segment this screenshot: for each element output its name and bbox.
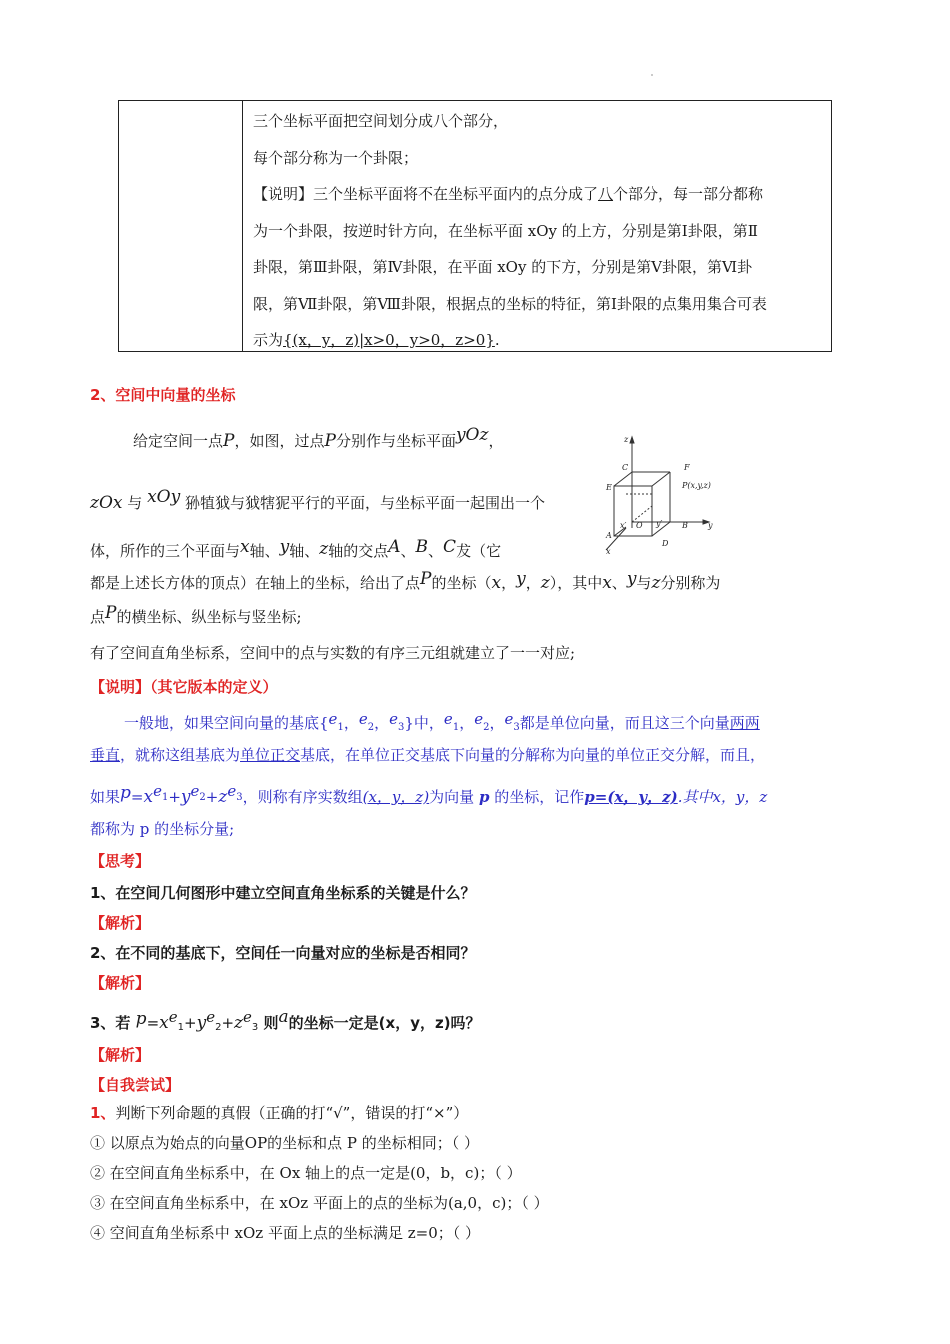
section2-line-1: 给定空间一点P，如图，过点P分别作与坐标平面yOz，	[133, 425, 504, 451]
fig-label-A: A	[606, 531, 612, 540]
think-question-1: 1、在空间几何图形中建立空间直角坐标系的关键是什么？	[90, 884, 476, 902]
fig-label-P: P(x,y,z)	[682, 481, 711, 490]
note2-line-4: 都称为 p 的坐标分量;	[90, 820, 235, 838]
note2-line-1: 一般地，如果空间向量的基底{$e_1$，$e_2$，$e_3$}中，$e_1$，$e_2$，$e_3$都是单位向量，而且这三个向量两两	[124, 710, 760, 733]
try-item-3: ③ 在空间直角坐标系中，在 xOz 平面上的点的坐标为(a,0，c)；（ ）	[90, 1194, 549, 1212]
section2-line-4: 都是上述长方体的顶点）在轴上的坐标，给出了点P的坐标（x，y，z），其中x、y与z分别称为	[90, 569, 721, 593]
section2-line-5: 点P的横坐标、纵坐标与竖坐标;	[90, 603, 302, 626]
table-note-line-5: 示为{(x，y，z)|x>0，y>0，z>0}.	[253, 331, 500, 349]
think-question-2: 2、在不同的基底下，空间任一向量对应的坐标是否相同？	[90, 944, 476, 962]
section2-line-2: zOx 与 xOy 狲犆狘与狘犗狔平行的平面，与坐标平面一起围出一个	[90, 487, 545, 513]
think-answer-2: 【解析】	[90, 974, 151, 992]
think-question-3: 3、若 $p=xe_1+ye_2+ze_3$ 则a的坐标一定是(x，y，z)吗？	[90, 1007, 481, 1033]
try-item-1: ① 以原点为始点的向量OP的坐标和点 P 的坐标相同；（ ）	[90, 1134, 480, 1152]
table-note-line-3: 卦限，第Ⅲ卦限，第Ⅳ卦限，在平面 xOy 的下方，分别是第Ⅴ卦限，第Ⅵ卦	[253, 258, 753, 276]
fig-label-x: x	[606, 547, 611, 556]
cuboid-lines	[606, 437, 709, 550]
think-heading: 【思考】	[90, 852, 151, 870]
table-divider	[242, 101, 243, 351]
fig-label-y-prime: y′	[656, 519, 663, 528]
try-heading: 【自我尝试】	[90, 1076, 181, 1094]
page-speck	[651, 74, 653, 76]
table-note-line-4: 限，第Ⅶ卦限，第Ⅷ卦限，根据点的坐标的特征，第Ⅰ卦限的点集用集合可表	[253, 294, 767, 313]
cuboid-figure	[598, 432, 730, 556]
fig-label-D: D	[662, 539, 669, 548]
fig-label-F: F	[684, 463, 690, 472]
try-item-4: ④ 空间直角坐标系中 xOz 平面上点的坐标满足 z=0；（ ）	[90, 1224, 481, 1242]
octant-table	[118, 100, 832, 352]
table-line-1: 三个坐标平面把空间划分成八个部分，	[253, 112, 509, 130]
think-answer-1: 【解析】	[90, 914, 151, 932]
table-line-2: 每个部分称为一个卦限；	[253, 148, 419, 167]
section-heading: 2、空间中向量的坐标	[90, 386, 236, 404]
try-intro: 1、判断下列命题的真假（正确的打“√”，错误的打“×”）	[90, 1104, 469, 1122]
fig-label-y: y	[708, 521, 713, 530]
note2-line-2: 垂直，就称这组基底为单位正交基底，在单位正交基底下向量的分解称为向量的单位正交分解，而且，	[90, 746, 766, 764]
table-note-line-1: 【说明】三个坐标平面将不在坐标平面内的点分成了八个部分，每一部分都称	[253, 185, 764, 203]
note2-heading: 【说明】（其它版本的定义）	[90, 678, 278, 696]
think-answer-3: 【解析】	[90, 1046, 151, 1064]
fig-label-C: C	[622, 463, 629, 472]
table-cell-content	[253, 103, 825, 359]
fig-label-O: O	[636, 521, 643, 530]
section2-line-6: 有了空间直角坐标系，空间中的点与实数的有序三元组就建立了一一对应;	[90, 644, 576, 662]
fig-label-z: z	[624, 435, 629, 444]
fig-label-E: E	[606, 483, 612, 492]
fig-label-x-prime: x′	[620, 521, 627, 530]
try-item-2: ② 在空间直角坐标系中，在 Ox 轴上的点一定是(0，b，c)；（ ）	[90, 1164, 522, 1182]
note2-line-3: 如果$p=xe_1+ye_2+ze_3$，则称有序实数组(x，y，z)为向量 p 的坐标，记作p=(x，y，z).其中x，y，z	[90, 782, 768, 807]
section2-line-3: 体，所作的三个平面与x轴、y轴、z轴的交点A、B、C犮（它	[90, 537, 502, 560]
fig-label-B: B	[682, 521, 688, 530]
cuboid-labels	[605, 435, 713, 556]
table-note-line-2: 为一个卦限，按逆时针方向，在坐标平面 xOy 的上方，分别是第Ⅰ卦限，第Ⅱ	[253, 221, 758, 240]
